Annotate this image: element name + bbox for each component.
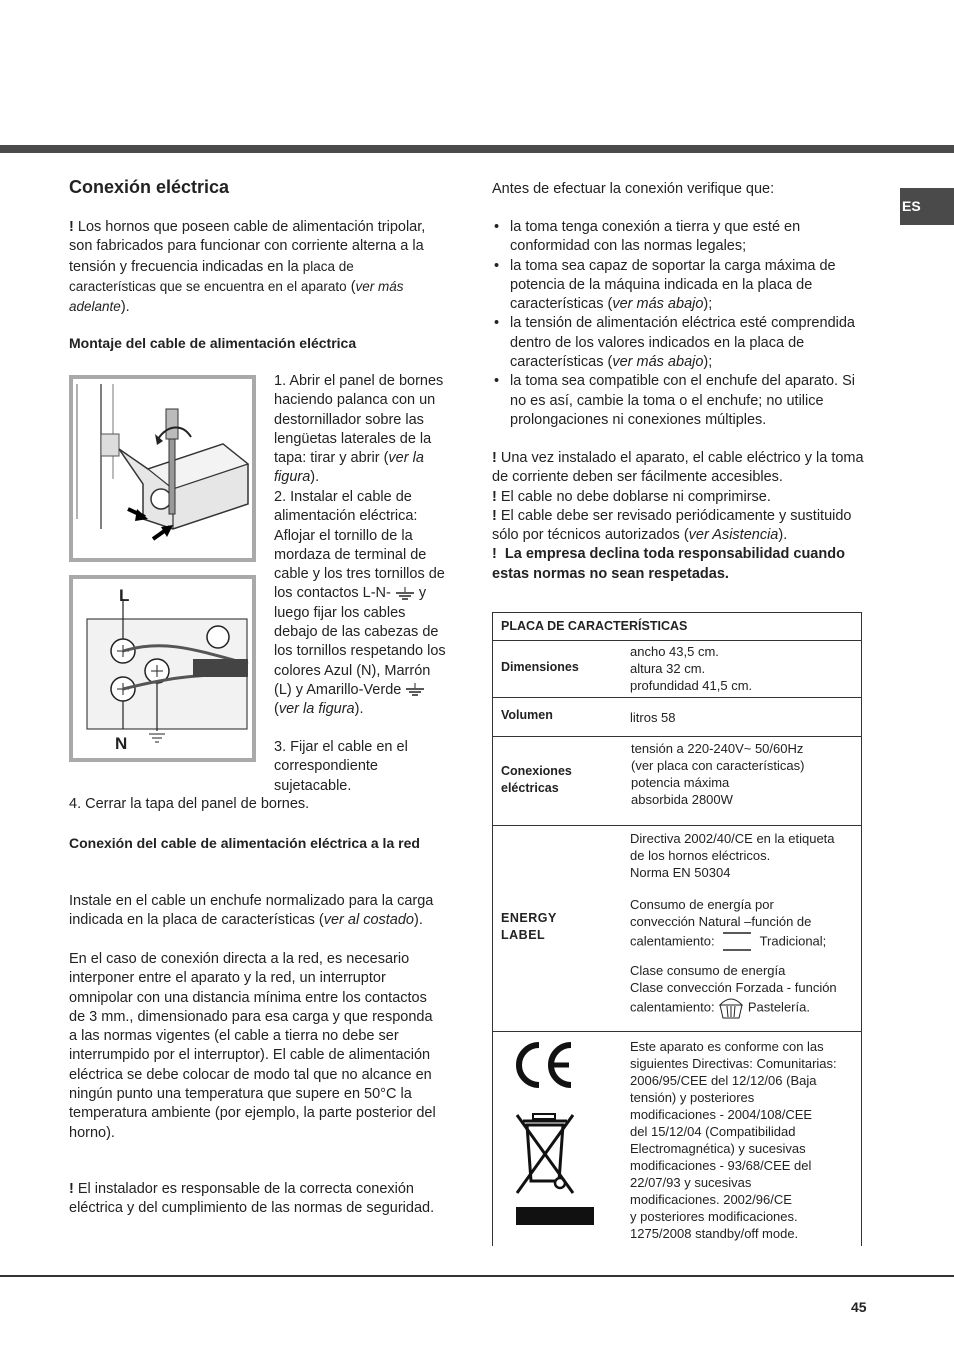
subheading-cable-mount: Montaje del cable de alimentación eléctrica [69,335,357,351]
para-installer [69,1180,444,1219]
compliance-line: modificaciones - 2004/108/CEE [630,1107,813,1122]
checklist-text: la toma sea capaz de soportar la carga máxima de potencia de la máquina indicada en la placa de características ( [510,257,836,313]
step-3: 3. Fijar el cable en el correspondiente sujetacable. [274,739,408,794]
electrical-label [501,763,572,797]
warnings-block [492,449,868,584]
energy-text: de los hornos eléctricos. [630,848,771,863]
energy-label-line: LABEL [501,928,546,942]
step-2-ref: ver la figura [278,701,355,718]
ground-icon [405,683,425,697]
compliance-line: 2006/95/CEE del 12/12/06 (Baja [630,1073,817,1088]
language-tab: ES [900,188,954,225]
checklist-text: la toma tenga conexión a tierra y que esté en conformidad con las normas legales; [510,219,801,255]
electrical-label-line: eléctricas [501,781,559,795]
spacer [630,881,858,896]
para-installer-text: El instalador es responsable de la correcta conexión eléctrica y del cumplimiento de las normas de seguridad. [69,1181,435,1217]
compliance-line: Este aparato es conforme con las [630,1039,824,1054]
compliance-line: 1275/2008 standby/off mode. [630,1226,799,1241]
compliance-line: y posteriores modificaciones. [630,1209,798,1224]
warning-mark: ! [69,1181,74,1197]
warning-text-2: placa de características que se encuentra en el aparato [69,258,354,294]
step-2-text-b: y luego fijar los cables debajo de las cabezas de los tornillos respetando los colores Azul (N), Marrón (L) y Amarillo-Verde [274,585,446,698]
warning-text: El cable debe ser revisado periódicamente y sustituido sólo por técnicos autorizados ( [492,507,852,544]
energy-text-pastry [630,996,858,1020]
table-row [493,1031,861,1247]
warning-ref: ver más adelante [69,278,404,315]
compliance-line: Electromagnética) y sucesivas [630,1141,806,1156]
warning-check: ! El cable debe ser revisado periódicamente y sustituido sólo por técnicos autorizados (ver Asistencia). [492,507,852,544]
dimension-height: altura 32 cm. [630,661,706,676]
step-1-ref: ver la figura [274,450,424,486]
energy-text-traditional [630,930,858,954]
checklist-item: • la tensión de alimentación eléctrica esté comprendida dentro de los valores indicados en la placa de características (ver más abajo); [492,314,864,372]
wiring-diagram-figure [69,575,256,762]
dimensions-values [630,643,858,694]
electrical-value: absorbida 2800W [631,792,733,807]
compliance-line: modificaciones. 2002/96/CE [630,1192,792,1207]
step-4: 4. Cerrar la tapa del panel de bornes. [69,796,310,812]
energy-label [501,910,557,944]
pastry-icon [718,996,744,1020]
top-divider-bar [0,145,954,153]
step-1-text: 1. Abrir el panel de bornes haciendo palanca con un destornillador sobre las lengüetas laterales de la tapa: tirar y abrir ( [274,373,444,467]
warning-ref: ver Asistencia [688,527,779,544]
table-row [493,736,861,826]
page-number: 45 [851,1299,867,1315]
energy-text: Clase consumo de energía [630,963,786,978]
electrical-values [631,740,859,808]
para-direct-connection: En el caso de conexión directa a la red, es necesario interponer entre el aparato y la red, un interruptor omnipolar con una distancia mínima entre los contactos de 3 mm., dimensionado para esa carga y que responda a las normas vigentes (el cable a tierra no debe ser interrumpido por el interruptor). El cable de alimentación eléctrica se debe colocar de modo tal que no alcance en ningún punto una temperatura que supere en 50°C la temperatura ambiente (por ejemplo, la parte posterior del horno). [69,951,436,1141]
warning-mark: ! [492,450,497,466]
para-plug-text: Instale en el cable un enchufe normalizado para la carga indicada en la placa de características ( [69,893,434,929]
energy-text: convección Natural –función de [630,914,812,929]
label-N: N [115,734,128,753]
energy-text: Clase convección Forzada - función [630,980,837,995]
ce-mark-icon [513,1041,575,1089]
compliance-line: modificaciones - 93/68/CEE del [630,1158,812,1173]
compliance-line: del 15/12/04 (Compatibilidad [630,1124,796,1139]
dimensions-label: Dimensiones [501,660,579,674]
energy-label-line: ENERGY [501,911,557,925]
table-header-row [493,613,861,641]
bottom-divider [0,1275,954,1277]
compliance-line: 22/07/93 y sucesivas [630,1175,752,1190]
dimension-depth: profundidad 41,5 cm. [630,678,753,693]
para-plug-ref: ver al costado [323,912,414,929]
warning-mark: ! [492,507,497,524]
energy-text: Pastelería. [747,999,810,1015]
energy-text: Tradicional; [759,933,827,949]
subheading-mains-connection: Conexión del cable de alimentación eléctrica a la red [69,835,420,851]
volume-label: Volumen [501,708,553,722]
table-row [493,825,861,1032]
checklist [492,218,864,430]
table-row [493,697,861,737]
weee-bar [516,1207,594,1225]
step-2-text-a: 2. Instalar el cable de alimentación eléctrica: Aflojar el tornillo de la mordaza de terminal de cable y los tres tornillos de los contactos L-N- [274,489,445,602]
volume-value: litros 58 [630,710,676,725]
warning-liability [492,545,868,584]
table-row [493,640,861,698]
warning-accessible [492,449,868,488]
terminal-panel-figure [69,375,256,562]
compliance-line: siguientes Directivas: Comunitarias: [630,1056,837,1071]
top-bottom-heat-icon [722,930,752,954]
checklist-text: la tensión de alimentación eléctrica esté comprendida dentro de los valores indicados en la placa de características ( [510,315,855,371]
warning-text: Los hornos que poseen cable de alimentación tripolar, son fabricados para funcionar con corriente alterna a la tensión y frecuencia indicadas en la [69,219,426,275]
checklist-item [492,218,864,257]
electrical-value: potencia máxima [631,775,730,790]
electrical-value: tensión a 220-240V~ 50/60Hz [631,741,804,756]
step-2: 2. Instalar el cable de alimentación eléctrica: Aflojar el tornillo de la mordaza de terminal de cable y los tres tornillos de los contactos L-N- y luego fijar los cables debajo de las cabezas de los tornillos respetando los colores Azul (N), Marrón (L) y Amarillo-Verde (ver la figura). [274,489,446,718]
energy-text: calentamiento: [630,933,715,949]
warning-bend [492,488,868,507]
electrical-label-line: Conexiones [501,764,572,778]
para-plug: Instale en el cable un enchufe normalizado para la carga indicada en la placa de características (ver al costado). [69,893,434,929]
rating-plate-table [492,612,862,1246]
compliance-text [630,1038,858,1242]
energy-values [630,830,858,1020]
checklist-ref: ver más abajo [612,296,704,313]
intro-warning: ! Los hornos que poseen cable de alimentación tripolar, son fabricados para funcionar con corriente alterna a la tensión y frecuencia indicadas en la placa de características que se encuentra en el aparato (ver más adelante). [69,219,426,316]
checklist-ref: ver más abajo [612,354,704,371]
right-intro: Antes de efectuar la conexión verifique que: [492,181,775,197]
ground-icon [395,587,415,601]
energy-text: Directiva 2002/40/CE en la etiqueta [630,831,835,846]
warning-mark: ! [69,219,74,235]
warning-text: Una vez instalado el aparato, el cable eléctrico y la toma de corriente deben ser fácilmente accesibles. [492,450,864,486]
electrical-value: (ver placa con características) [631,758,805,773]
step-1: 1. Abrir el panel de bornes haciendo palanca con un destornillador sobre las lengüetas laterales de la tapa: tirar y abrir (ver la figura). [274,373,444,486]
table-header: PLACA DE CARACTERÍSTICAS [501,619,688,633]
spacer [630,954,858,962]
energy-text: Norma EN 50304 [630,865,731,880]
weee-bin-icon [513,1111,577,1197]
dimension-width: ancho 43,5 cm. [630,644,719,659]
checklist-text: la toma sea compatible con el enchufe del aparato. Si no es así, cambie la toma o el enchufe; no utilice prolongaciones ni conexiones múltiples. [510,373,855,428]
checklist-item [492,372,864,430]
compliance-line: tensión) y posteriores [630,1090,755,1105]
checklist-item: • la toma sea capaz de soportar la carga máxima de potencia de la máquina indicada en la placa de características (ver más abajo); [492,257,864,315]
page-title: Conexión eléctrica [69,177,230,197]
warning-text: El cable no debe doblarse ni comprimirse. [500,488,771,505]
label-L: L [119,586,130,605]
warning-text: La empresa declina toda responsabilidad cuando estas normas no sean respetadas. [492,546,845,582]
energy-text: Consumo de energía por [630,897,774,912]
warning-mark: ! [492,546,497,563]
warning-mark: ! [492,488,497,505]
energy-text: calentamiento: [630,999,715,1015]
